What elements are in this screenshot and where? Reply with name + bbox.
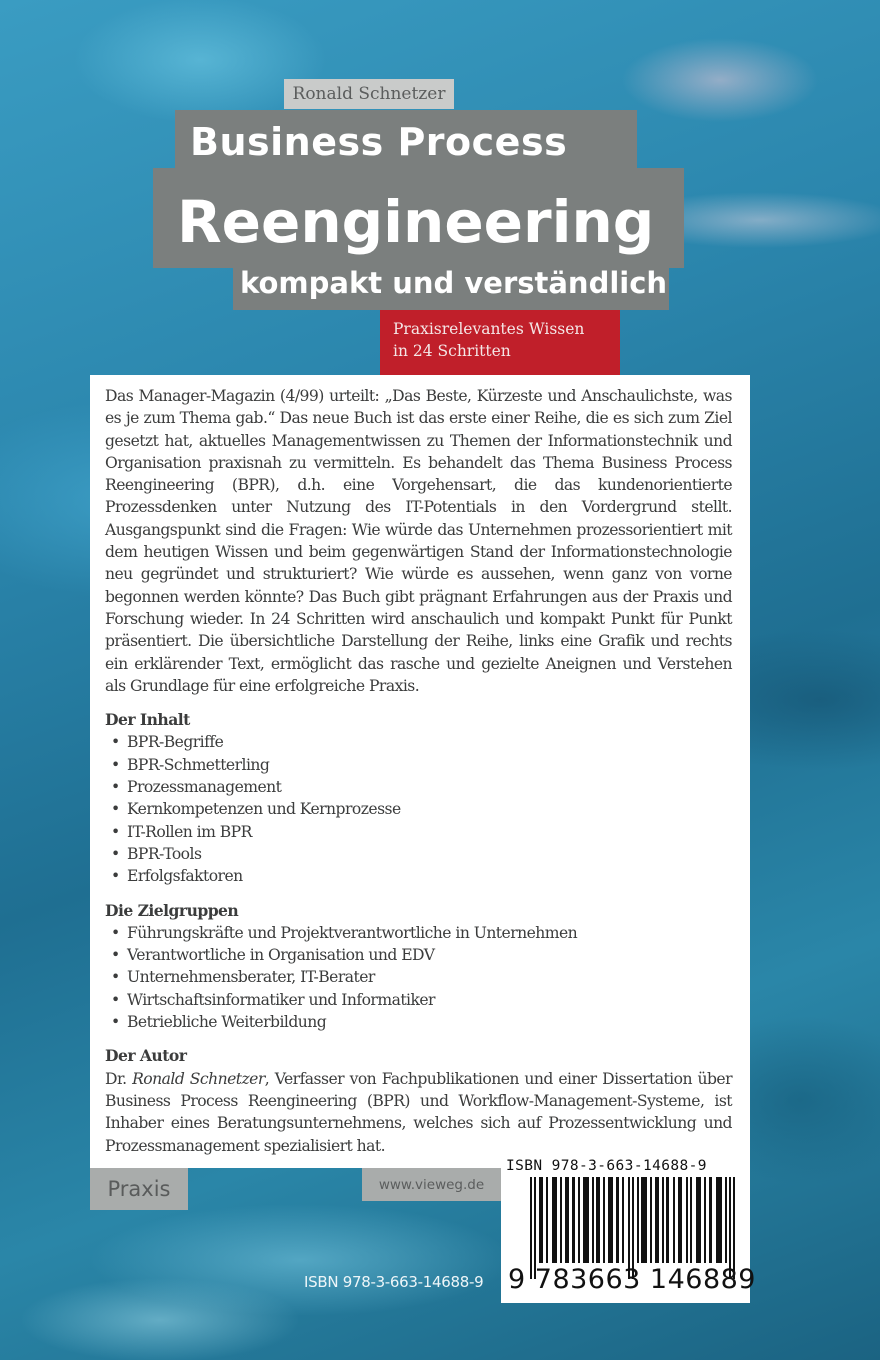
blurb-panel	[90, 375, 750, 1168]
list-item: • IT-Rollen im BPR	[109, 821, 732, 843]
list-item: • Unternehmensberater, IT-Berater	[109, 966, 732, 988]
list-item: • BPR-Begriffe	[109, 731, 732, 753]
list-item: • Verantwortliche in Organisation und EDV	[109, 944, 732, 966]
contents-heading: Der Inhalt	[105, 710, 190, 730]
tagline-line-1: Praxisrelevantes Wissen	[393, 320, 585, 338]
audience-section	[105, 900, 732, 1034]
tagline-line-2: in 24 Schritten	[393, 342, 511, 360]
tagline-box	[380, 310, 620, 375]
author-name: Ronald Schnetzer	[132, 1069, 265, 1088]
audience-heading: Die Zielgruppen	[105, 900, 239, 920]
author-section	[105, 1045, 732, 1156]
list-item: • BPR-Tools	[109, 843, 732, 865]
title-line-2: Reengineering	[177, 188, 655, 256]
audience-list	[105, 922, 732, 1033]
author-title: Dr.	[105, 1069, 133, 1088]
title-line-1: Business Process	[190, 120, 568, 164]
intro-paragraph: Das Manager-Magazin (4/99) urteilt: „Das Beste, Kürzeste und Anschaulichste, was es je zum Thema gab.“ Das neue Buch ist das erste einer Reihe, die es sich zum Ziel gesetzt hat, aktuelles Managementwissen zu Themen der Informationstechnik und Organisation praxisnah zu vermitteln. Es behandelt das Thema Business Process Reengineering (BPR), d.h. eine Vorgehensart, die das kundenorientierte Prozessdenken unter Nutzung des IT-Potentials in den Vordergrund stellt. Ausgangspunkt sind die Fragen: Wie würde das Unternehmen prozessorientiert mit dem heutigen Wissen und beim gegenwärtigen Stand der Informationstechnologie neu gegründet und strukturiert? Wie würde es aussehen, wenn ganz von vorne begonnen werden könnte? Das Buch gibt prägnant Erfahrungen aus der Praxis und Forschung wieder. In 24 Schritten wird anschaulich und kompakt Punkt für Punkt präsentiert. Die übersichtliche Darstellung der Reihe, links eine Grafik und rechts ein erklärender Text, ermöglicht das rasche und gezielte Aneignen und Verstehen als Grundlage für eine erfolgreiche Praxis.	[105, 387, 732, 695]
list-item: • Prozessmanagement	[109, 776, 732, 798]
series-label: Praxis	[90, 1168, 188, 1210]
list-item: • Erfolgsfaktoren	[109, 865, 732, 887]
barcode-digits: 9 783663 146889	[508, 1264, 756, 1295]
author-heading: Der Autor	[105, 1046, 187, 1066]
isbn-bottom-label: ISBN 978-3-663-14688-9	[304, 1273, 484, 1291]
list-item: • BPR-Schmetterling	[109, 754, 732, 776]
author-label: Ronald Schnetzer	[284, 79, 454, 109]
list-item: • Betriebliche Weiterbildung	[109, 1011, 732, 1033]
contents-section	[105, 709, 732, 887]
author-bio	[105, 1068, 732, 1157]
publisher-website: www.vieweg.de	[362, 1168, 501, 1201]
list-item: • Kernkompetenzen und Kernprozesse	[109, 798, 732, 820]
author-bio-text: , Verfasser von Fachpublikationen und einer Dissertation über Business Process Reengineering (BPR) und Workflow-Management-Systeme, ist Inhaber eines Beratungsunternehmens, welches sich auf Prozessentwicklung und Prozessmanagement spezialisiert hat.	[105, 1069, 732, 1155]
isbn-barcode-label: ISBN 978-3-663-14688-9	[506, 1158, 707, 1174]
subtitle: kompakt und verständlich	[240, 266, 668, 300]
list-item: • Wirtschaftsinformatiker und Informatiker	[109, 989, 732, 1011]
list-item: • Führungskräfte und Projektverantwortliche in Unternehmen	[109, 922, 732, 944]
contents-list	[105, 731, 732, 887]
